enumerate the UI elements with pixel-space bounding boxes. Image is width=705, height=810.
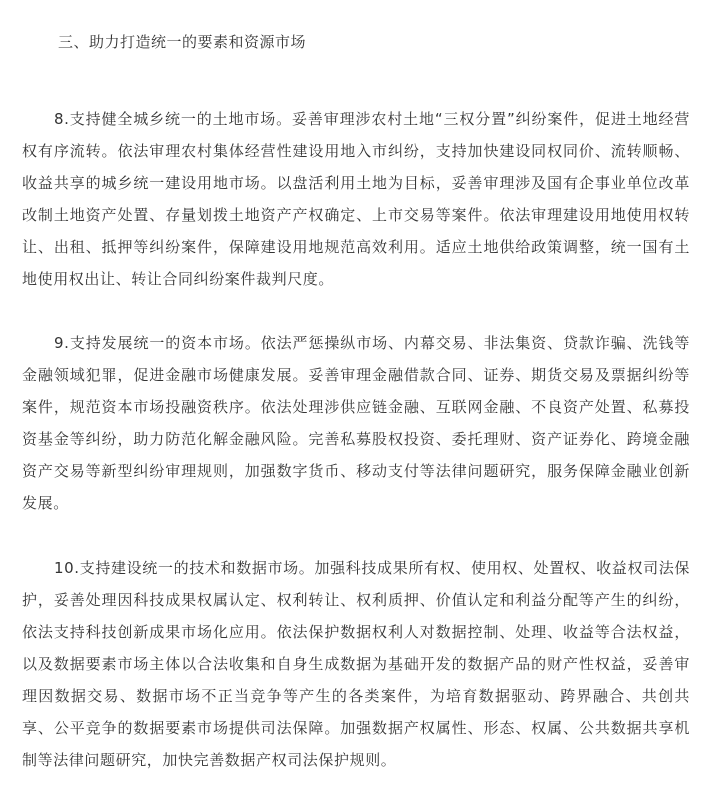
paragraph-capital-market: 9.支持发展统一的资本市场。依法严惩操纵市场、内幕交易、非法集资、贷款诈骗、洗钱等金融领域犯罪，促进金融市场健康发展。妥善审理金融借款合同、证券、期货交易及票据纠纷等案件，规范资本市场投融资秩序。依法处理涉供应链金融、互联网金融、不良资产处置、私募投资基金等纠纷，助力防范化解金融风险。完善私募股权投资、委托理财、资产证券化、跨境金融资产交易等新型纠纷审理规则，加强数字货币、移动支付等法律问题研究，服务保障金融业创新发展。 <box>22 334 690 512</box>
paragraph-technology-data-market: 10.支持建设统一的技术和数据市场。加强科技成果所有权、使用权、处置权、收益权司法保护，妥善处理因科技成果权属认定、权利转让、权利质押、价值认定和利益分配等产生的纠纷，依法支持科技创新成果市场化应用。依法保护数据权利人对数据控制、处理、收益等合法权益，以及数据要素市场主体以合法收集和自身生成数据为基础开发的数据产品的财产性权益，妥善审理因数据交易、数据市场不正当竞争等产生的各类案件，为培育数据驱动、跨界融合、共创共享、公平竞争的数据要素市场提供司法保障。加强数据产权属性、形态、权属、公共数据共享机制等法律问题研究，加快完善数据产权司法保护规则。 <box>22 559 690 769</box>
paragraph-land-market: 8.支持健全城乡统一的土地市场。妥善审理涉农村土地“三权分置”纠纷案件，促进土地经营权有序流转。依法审理农村集体经营性建设用地入市纠纷，支持加快建设同权同价、流转顺畅、收益共享的城乡统一建设用地市场。以盘活利用土地为目标，妥善审理涉及国有企事业单位改革改制土地资产处置、存量划拨土地资产产权确定、上市交易等案件。依法审理建设用地使用权转让、出租、抵押等纠纷案件，保障建设用地规范高效利用。适应土地供给政策调整，统一国有土地使用权出让、转让合同纠纷案件裁判尺度。 <box>22 110 690 288</box>
section-heading: 三、助力打造统一的要素和资源市场 <box>58 33 307 51</box>
